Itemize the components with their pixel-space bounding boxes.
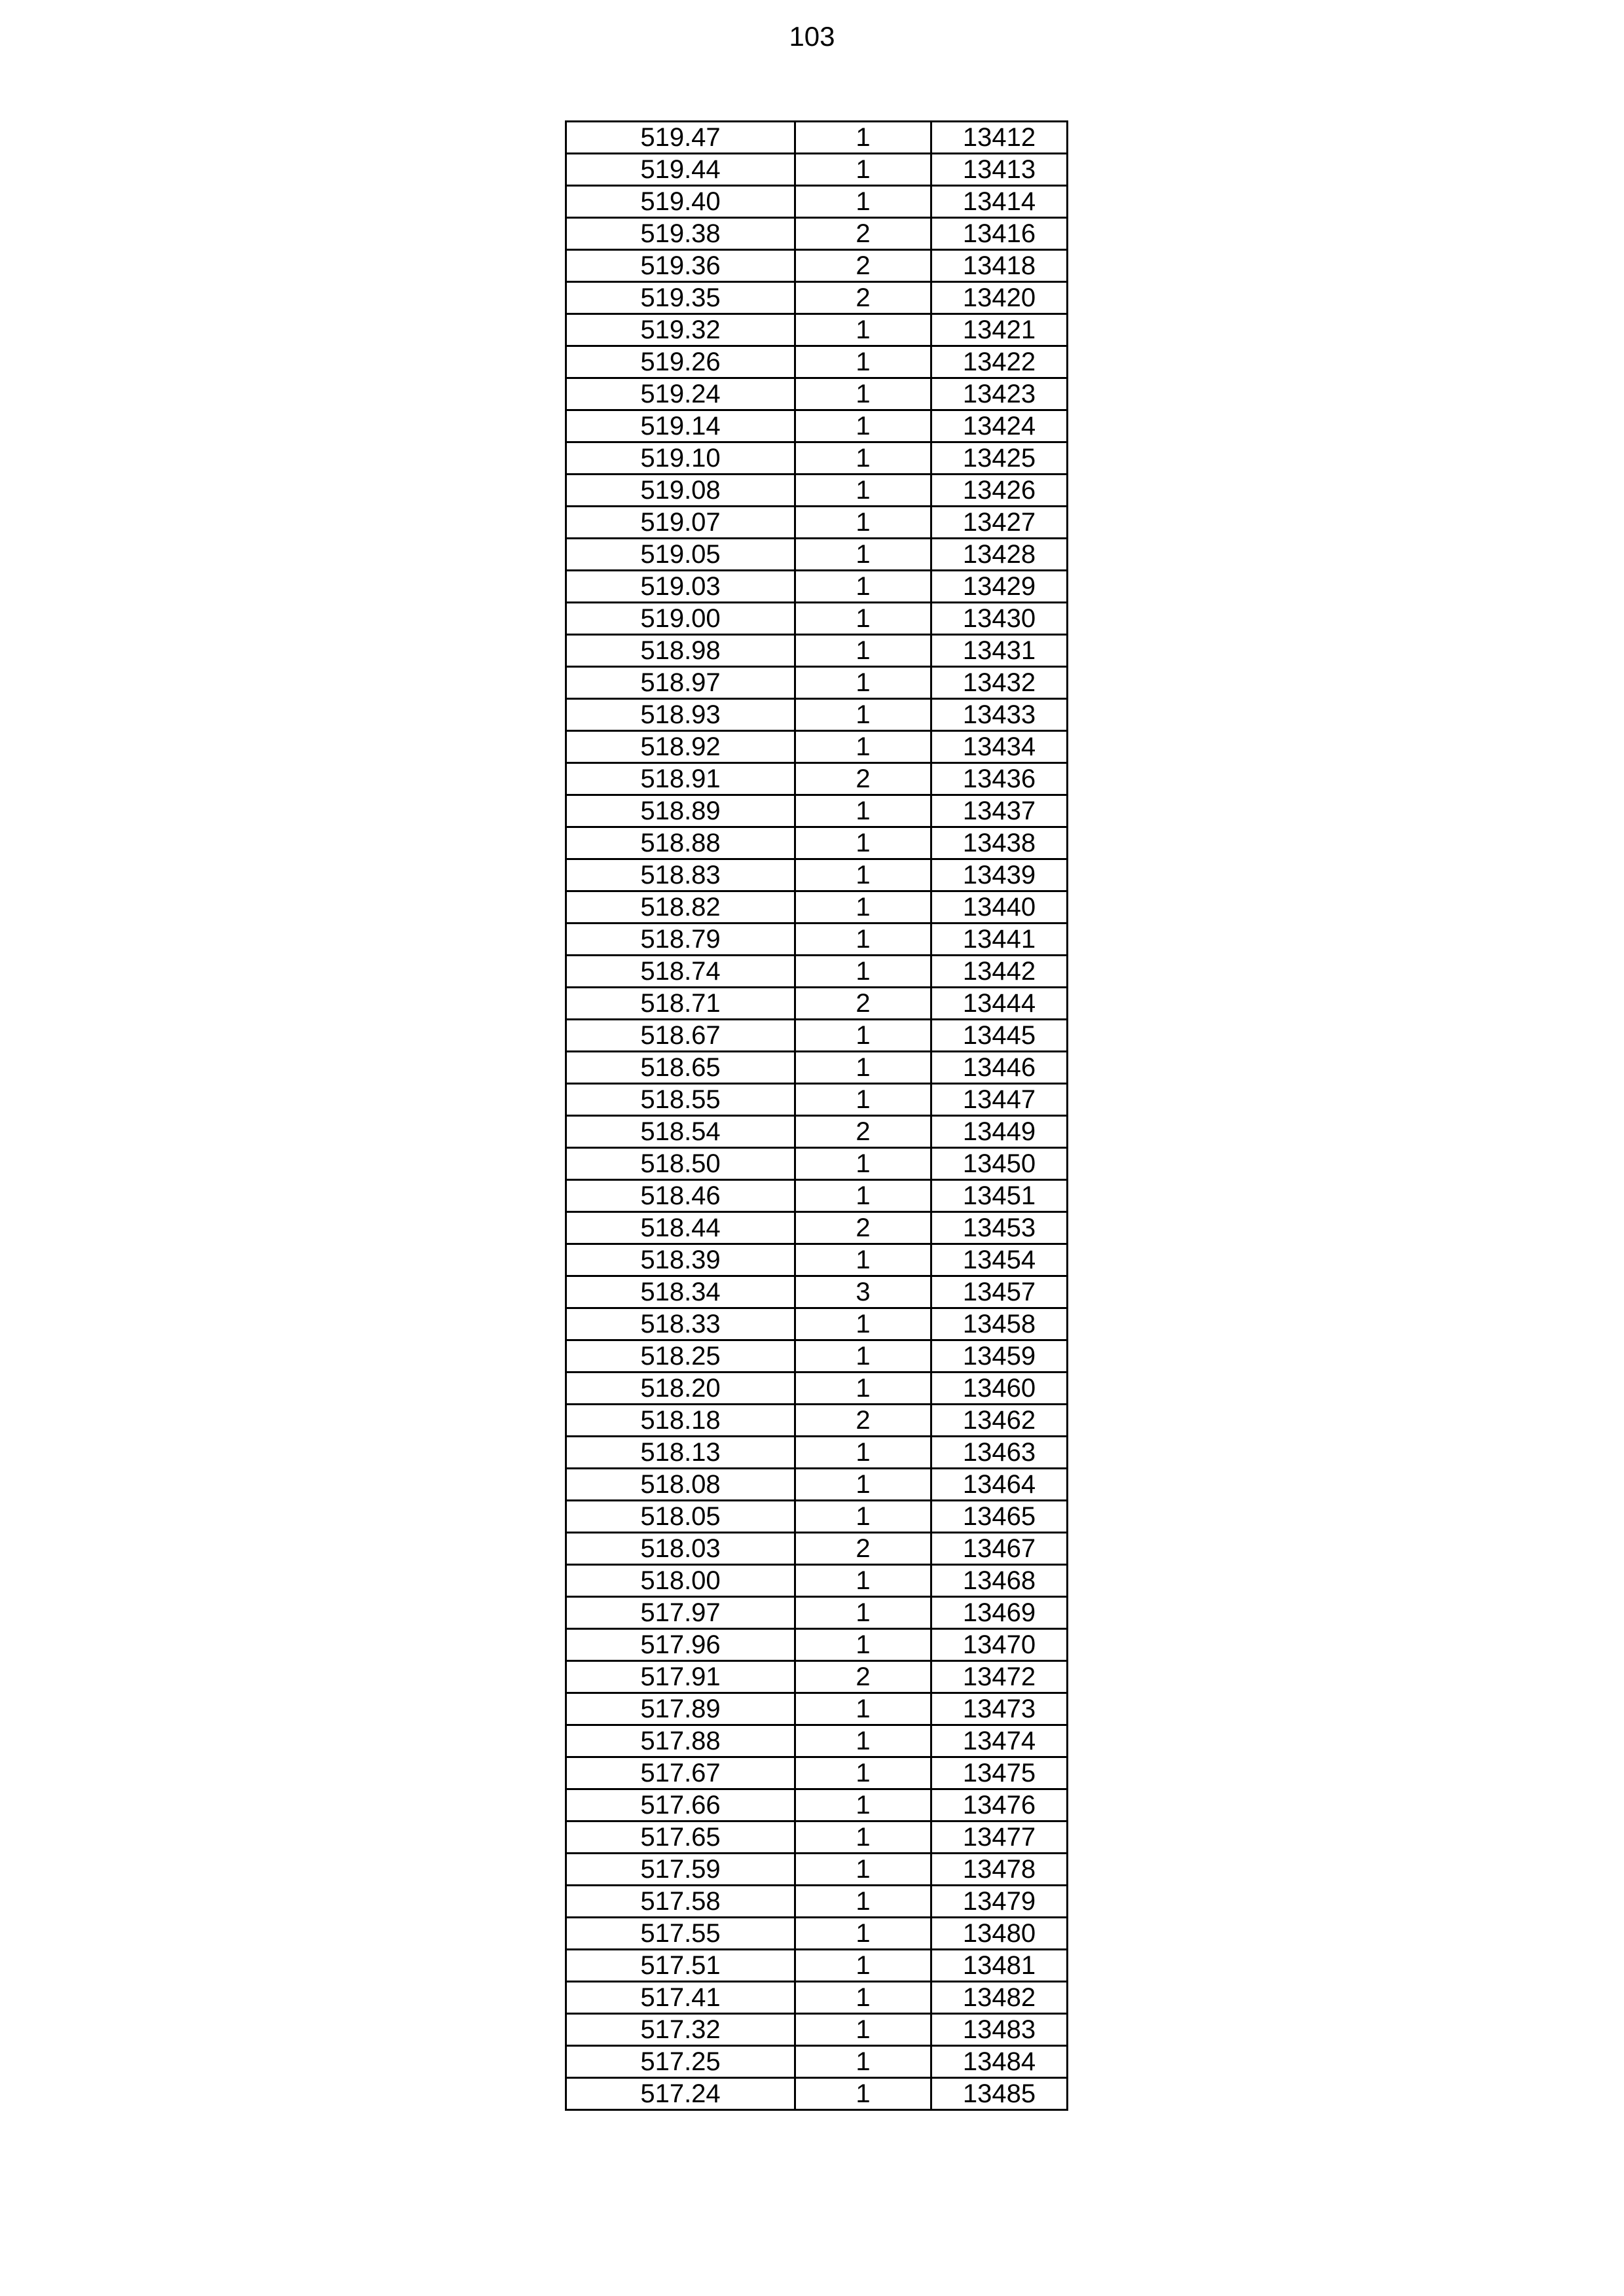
value-cell: 519.36 (566, 250, 795, 282)
value-cell: 518.46 (566, 1180, 795, 1212)
count-cell: 3 (795, 1276, 931, 1308)
index-cell: 13422 (931, 346, 1068, 378)
count-cell: 1 (795, 1629, 931, 1661)
index-cell: 13470 (931, 1629, 1068, 1661)
value-cell: 519.26 (566, 346, 795, 378)
count-cell: 1 (795, 1982, 931, 2014)
table-row (566, 1757, 1068, 1789)
count-cell: 2 (795, 1116, 931, 1148)
table-row (566, 1212, 1068, 1244)
value-cell: 519.38 (566, 218, 795, 250)
table-row (566, 1533, 1068, 1565)
index-cell: 13434 (931, 731, 1068, 763)
count-cell: 1 (795, 539, 931, 571)
index-cell: 13426 (931, 475, 1068, 507)
table-row (566, 891, 1068, 924)
table-row (566, 1725, 1068, 1757)
count-cell: 1 (795, 1052, 931, 1084)
value-cell: 518.33 (566, 1308, 795, 1340)
count-cell: 1 (795, 1437, 931, 1469)
value-cell: 518.00 (566, 1565, 795, 1597)
value-cell: 518.97 (566, 667, 795, 699)
table-row (566, 1148, 1068, 1180)
index-cell: 13483 (931, 2014, 1068, 2046)
value-cell: 517.55 (566, 1918, 795, 1950)
index-cell: 13444 (931, 988, 1068, 1020)
value-cell: 518.98 (566, 635, 795, 667)
index-cell: 13477 (931, 1821, 1068, 1854)
index-cell: 13445 (931, 1020, 1068, 1052)
table-row (566, 1116, 1068, 1148)
index-cell: 13428 (931, 539, 1068, 571)
count-cell: 1 (795, 1501, 931, 1533)
table-row (566, 314, 1068, 346)
index-cell: 13475 (931, 1757, 1068, 1789)
index-cell: 13416 (931, 218, 1068, 250)
index-cell: 13481 (931, 1950, 1068, 1982)
index-cell: 13442 (931, 956, 1068, 988)
index-cell: 13423 (931, 378, 1068, 410)
count-cell: 2 (795, 282, 931, 314)
value-cell: 518.34 (566, 1276, 795, 1308)
index-cell: 13427 (931, 507, 1068, 539)
count-cell: 1 (795, 827, 931, 859)
count-cell: 1 (795, 1693, 931, 1725)
index-cell: 13431 (931, 635, 1068, 667)
count-cell: 1 (795, 1854, 931, 1886)
value-cell: 518.55 (566, 1084, 795, 1116)
count-cell: 1 (795, 475, 931, 507)
table-row (566, 1501, 1068, 1533)
index-cell: 13480 (931, 1918, 1068, 1950)
value-cell: 517.24 (566, 2078, 795, 2110)
value-cell: 519.44 (566, 154, 795, 186)
value-cell: 518.93 (566, 699, 795, 731)
count-cell: 2 (795, 1405, 931, 1437)
index-cell: 13450 (931, 1148, 1068, 1180)
table-row (566, 731, 1068, 763)
table-row (566, 1405, 1068, 1437)
count-cell: 1 (795, 1180, 931, 1212)
data-table (565, 120, 1068, 2111)
table-row (566, 378, 1068, 410)
index-cell: 13441 (931, 924, 1068, 956)
count-cell: 2 (795, 988, 931, 1020)
index-cell: 13412 (931, 122, 1068, 154)
index-cell: 13469 (931, 1597, 1068, 1629)
value-cell: 518.18 (566, 1405, 795, 1437)
table-row (566, 1308, 1068, 1340)
value-cell: 518.44 (566, 1212, 795, 1244)
value-cell: 517.58 (566, 1886, 795, 1918)
value-cell: 517.25 (566, 2046, 795, 2078)
value-cell: 519.35 (566, 282, 795, 314)
count-cell: 2 (795, 1533, 931, 1565)
index-cell: 13472 (931, 1661, 1068, 1693)
value-cell: 519.47 (566, 122, 795, 154)
count-cell: 2 (795, 250, 931, 282)
table-row (566, 1918, 1068, 1950)
index-cell: 13454 (931, 1244, 1068, 1276)
value-cell: 519.05 (566, 539, 795, 571)
count-cell: 1 (795, 795, 931, 827)
table-row (566, 122, 1068, 154)
count-cell: 1 (795, 154, 931, 186)
table-row (566, 1789, 1068, 1821)
count-cell: 1 (795, 1469, 931, 1501)
table-row (566, 1020, 1068, 1052)
value-cell: 519.40 (566, 186, 795, 218)
count-cell: 2 (795, 763, 931, 795)
table-row (566, 859, 1068, 891)
table-row (566, 635, 1068, 667)
table-row (566, 2078, 1068, 2110)
table-row (566, 2046, 1068, 2078)
count-cell: 1 (795, 1148, 931, 1180)
count-cell: 1 (795, 1597, 931, 1629)
value-cell: 518.71 (566, 988, 795, 1020)
value-cell: 518.83 (566, 859, 795, 891)
value-cell: 519.07 (566, 507, 795, 539)
count-cell: 2 (795, 1661, 931, 1693)
count-cell: 1 (795, 507, 931, 539)
table-row (566, 507, 1068, 539)
count-cell: 1 (795, 1789, 931, 1821)
value-cell: 519.10 (566, 442, 795, 475)
count-cell: 1 (795, 186, 931, 218)
count-cell: 1 (795, 410, 931, 442)
table-row (566, 475, 1068, 507)
value-cell: 518.39 (566, 1244, 795, 1276)
index-cell: 13478 (931, 1854, 1068, 1886)
count-cell: 1 (795, 1918, 931, 1950)
value-cell: 518.20 (566, 1372, 795, 1405)
table-row (566, 795, 1068, 827)
table-row (566, 1276, 1068, 1308)
value-cell: 518.05 (566, 1501, 795, 1533)
index-cell: 13438 (931, 827, 1068, 859)
index-cell: 13453 (931, 1212, 1068, 1244)
value-cell: 519.32 (566, 314, 795, 346)
value-cell: 518.67 (566, 1020, 795, 1052)
index-cell: 13413 (931, 154, 1068, 186)
table-row (566, 410, 1068, 442)
index-cell: 13474 (931, 1725, 1068, 1757)
count-cell: 1 (795, 1308, 931, 1340)
count-cell: 2 (795, 1212, 931, 1244)
index-cell: 13439 (931, 859, 1068, 891)
count-cell: 1 (795, 1725, 931, 1757)
table-row (566, 699, 1068, 731)
table-row (566, 346, 1068, 378)
value-cell: 518.13 (566, 1437, 795, 1469)
table-row (566, 442, 1068, 475)
index-cell: 13463 (931, 1437, 1068, 1469)
index-cell: 13484 (931, 2046, 1068, 2078)
table-row (566, 282, 1068, 314)
table-row (566, 1821, 1068, 1854)
value-cell: 517.51 (566, 1950, 795, 1982)
count-cell: 1 (795, 2078, 931, 2110)
table-row (566, 667, 1068, 699)
index-cell: 13424 (931, 410, 1068, 442)
count-cell: 1 (795, 571, 931, 603)
count-cell: 1 (795, 1757, 931, 1789)
count-cell: 1 (795, 699, 931, 731)
count-cell: 1 (795, 891, 931, 924)
index-cell: 13468 (931, 1565, 1068, 1597)
value-cell: 518.82 (566, 891, 795, 924)
table-row (566, 1340, 1068, 1372)
value-cell: 519.03 (566, 571, 795, 603)
index-cell: 13432 (931, 667, 1068, 699)
count-cell: 1 (795, 122, 931, 154)
value-cell: 518.03 (566, 1533, 795, 1565)
value-cell: 519.14 (566, 410, 795, 442)
value-cell: 517.66 (566, 1789, 795, 1821)
value-cell: 518.91 (566, 763, 795, 795)
table-row (566, 1244, 1068, 1276)
index-cell: 13447 (931, 1084, 1068, 1116)
table-row (566, 763, 1068, 795)
table-row (566, 603, 1068, 635)
value-cell: 517.65 (566, 1821, 795, 1854)
count-cell: 1 (795, 2046, 931, 2078)
count-cell: 1 (795, 378, 931, 410)
table-row (566, 218, 1068, 250)
count-cell: 2 (795, 218, 931, 250)
index-cell: 13460 (931, 1372, 1068, 1405)
count-cell: 1 (795, 1372, 931, 1405)
table-row (566, 1084, 1068, 1116)
value-cell: 518.54 (566, 1116, 795, 1148)
value-cell: 518.50 (566, 1148, 795, 1180)
count-cell: 1 (795, 731, 931, 763)
index-cell: 13482 (931, 1982, 1068, 2014)
count-cell: 1 (795, 1020, 931, 1052)
table-row (566, 988, 1068, 1020)
index-cell: 13467 (931, 1533, 1068, 1565)
index-cell: 13414 (931, 186, 1068, 218)
count-cell: 1 (795, 1340, 931, 1372)
index-cell: 13430 (931, 603, 1068, 635)
table-row (566, 1693, 1068, 1725)
index-cell: 13459 (931, 1340, 1068, 1372)
value-cell: 518.74 (566, 956, 795, 988)
value-cell: 517.59 (566, 1854, 795, 1886)
index-cell: 13433 (931, 699, 1068, 731)
table-row (566, 539, 1068, 571)
count-cell: 1 (795, 924, 931, 956)
table-row (566, 154, 1068, 186)
index-cell: 13429 (931, 571, 1068, 603)
table-row (566, 2014, 1068, 2046)
index-cell: 13446 (931, 1052, 1068, 1084)
value-cell: 517.97 (566, 1597, 795, 1629)
value-cell: 519.00 (566, 603, 795, 635)
index-cell: 13473 (931, 1693, 1068, 1725)
index-cell: 13437 (931, 795, 1068, 827)
count-cell: 1 (795, 2014, 931, 2046)
table-row (566, 1469, 1068, 1501)
count-cell: 1 (795, 635, 931, 667)
value-cell: 517.41 (566, 1982, 795, 2014)
value-cell: 517.32 (566, 2014, 795, 2046)
value-cell: 518.65 (566, 1052, 795, 1084)
table-row (566, 924, 1068, 956)
value-cell: 517.67 (566, 1757, 795, 1789)
value-cell: 518.79 (566, 924, 795, 956)
count-cell: 1 (795, 1084, 931, 1116)
table-row (566, 1950, 1068, 1982)
index-cell: 13476 (931, 1789, 1068, 1821)
value-cell: 518.25 (566, 1340, 795, 1372)
table-row (566, 1661, 1068, 1693)
table-row (566, 1052, 1068, 1084)
count-cell: 1 (795, 1821, 931, 1854)
page-number: 103 (789, 21, 835, 52)
table-row (566, 1854, 1068, 1886)
value-cell: 518.88 (566, 827, 795, 859)
count-cell: 1 (795, 1244, 931, 1276)
index-cell: 13436 (931, 763, 1068, 795)
index-cell: 13458 (931, 1308, 1068, 1340)
count-cell: 1 (795, 956, 931, 988)
index-cell: 13457 (931, 1276, 1068, 1308)
index-cell: 13440 (931, 891, 1068, 924)
table-row (566, 186, 1068, 218)
index-cell: 13485 (931, 2078, 1068, 2110)
index-cell: 13462 (931, 1405, 1068, 1437)
value-cell: 519.08 (566, 475, 795, 507)
index-cell: 13418 (931, 250, 1068, 282)
table-row (566, 1180, 1068, 1212)
table-row (566, 1372, 1068, 1405)
value-cell: 518.08 (566, 1469, 795, 1501)
count-cell: 1 (795, 442, 931, 475)
table-row (566, 571, 1068, 603)
table-row (566, 1565, 1068, 1597)
value-cell: 517.88 (566, 1725, 795, 1757)
value-cell: 517.91 (566, 1661, 795, 1693)
index-cell: 13451 (931, 1180, 1068, 1212)
count-cell: 1 (795, 314, 931, 346)
count-cell: 1 (795, 1950, 931, 1982)
value-cell: 518.92 (566, 731, 795, 763)
count-cell: 1 (795, 859, 931, 891)
index-cell: 13465 (931, 1501, 1068, 1533)
table-row (566, 1629, 1068, 1661)
table-row (566, 250, 1068, 282)
table-body (566, 122, 1068, 2110)
value-cell: 519.24 (566, 378, 795, 410)
table-row (566, 1886, 1068, 1918)
count-cell: 1 (795, 1565, 931, 1597)
index-cell: 13449 (931, 1116, 1068, 1148)
table-row (566, 1597, 1068, 1629)
index-cell: 13420 (931, 282, 1068, 314)
value-cell: 517.89 (566, 1693, 795, 1725)
count-cell: 1 (795, 1886, 931, 1918)
index-cell: 13421 (931, 314, 1068, 346)
index-cell: 13464 (931, 1469, 1068, 1501)
index-cell: 13425 (931, 442, 1068, 475)
count-cell: 1 (795, 667, 931, 699)
count-cell: 1 (795, 346, 931, 378)
table-row (566, 827, 1068, 859)
value-cell: 518.89 (566, 795, 795, 827)
table-row (566, 956, 1068, 988)
value-cell: 517.96 (566, 1629, 795, 1661)
table-row (566, 1437, 1068, 1469)
table-row (566, 1982, 1068, 2014)
index-cell: 13479 (931, 1886, 1068, 1918)
count-cell: 1 (795, 603, 931, 635)
